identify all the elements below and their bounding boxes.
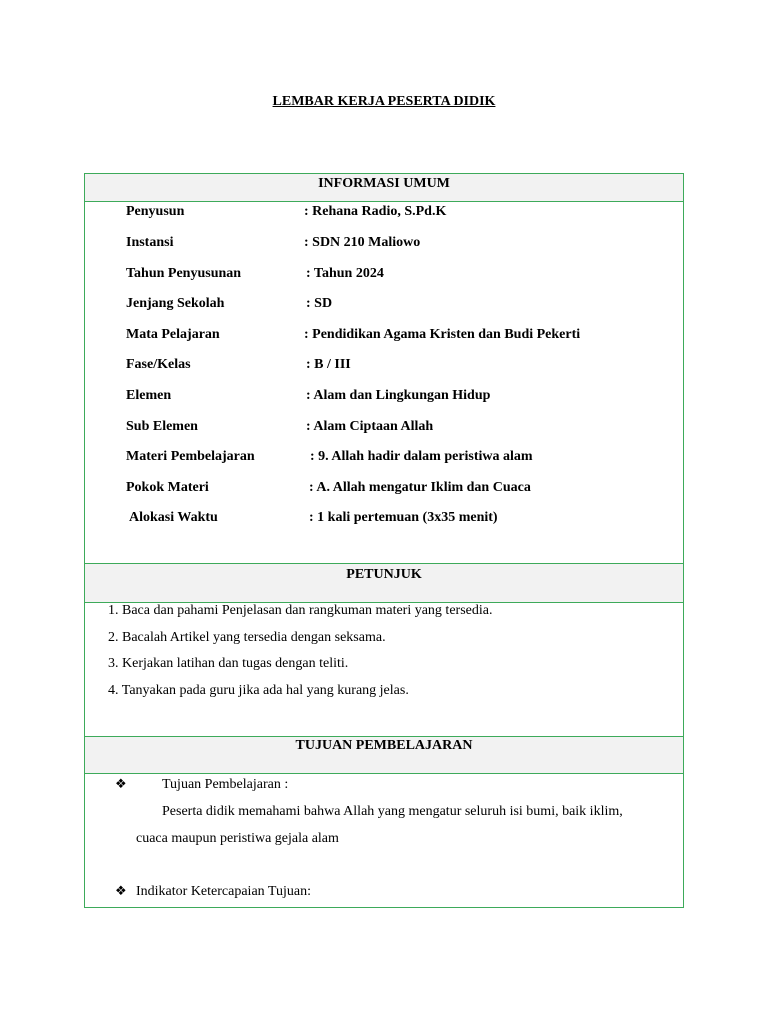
indicator-label: Indikator Ketercapaian Tujuan: <box>136 884 311 899</box>
info-label: Mata Pelajaran <box>126 327 220 342</box>
tujuan-heading: TUJUAN PEMBELAJARAN <box>85 737 683 773</box>
info-value: : 9. Allah hadir dalam peristiwa alam <box>310 449 533 464</box>
info-value: : Pendidikan Agama Kristen dan Budi Pekerti <box>304 327 581 342</box>
info-value: : A. Allah mengatur Iklim dan Cuaca <box>309 480 531 495</box>
diamond-bullet-icon: ❖ <box>115 884 127 899</box>
info-label: Sub Elemen <box>126 419 198 434</box>
info-value: : Tahun 2024 <box>306 266 384 281</box>
info-label: Tahun Penyusunan <box>126 266 242 281</box>
worksheet-table <box>84 173 684 908</box>
objective-text: Peserta didik memahami bahwa Allah yang mengatur seluruh isi bumi, baik iklim, <box>162 804 623 819</box>
table-divider <box>85 773 683 774</box>
info-value: : SDN 210 Maliowo <box>304 235 421 250</box>
diamond-bullet-icon: ❖ <box>115 777 127 792</box>
objective-label: Tujuan Pembelajaran : <box>162 777 289 792</box>
info-label: Materi Pembelajaran <box>126 449 255 464</box>
info-label: Fase/Kelas <box>126 357 191 372</box>
info-label: Penyusun <box>126 204 185 219</box>
info-label: Instansi <box>126 235 174 250</box>
petunjuk-heading: PETUNJUK <box>85 564 683 602</box>
info-value: : SD <box>306 296 333 311</box>
info-heading: INFORMASI UMUM <box>85 174 683 201</box>
table-divider <box>85 201 683 202</box>
info-value: : B / III <box>306 357 351 372</box>
instruction-item: 4. Tanyakan pada guru jika ada hal yang kurang jelas. <box>108 683 409 698</box>
info-value: : 1 kali pertemuan (3x35 menit) <box>309 510 498 525</box>
instruction-item: 2. Bacalah Artikel yang tersedia dengan seksama. <box>108 630 386 645</box>
info-value: : Alam dan Lingkungan Hidup <box>306 388 491 403</box>
info-value: : Alam Ciptaan Allah <box>306 419 434 434</box>
info-label: Elemen <box>126 388 172 403</box>
info-value: : Rehana Radio, S.Pd.K <box>304 204 447 219</box>
info-label: Jenjang Sekolah <box>126 296 225 311</box>
instruction-item: 1. Baca dan pahami Penjelasan dan rangkuman materi yang tersedia. <box>108 603 493 618</box>
info-label: Alokasi Waktu <box>129 510 218 525</box>
instruction-item: 3. Kerjakan latihan dan tugas dengan teliti. <box>108 656 349 671</box>
document-title: LEMBAR KERJA PESERTA DIDIK <box>272 94 496 109</box>
objective-text: cuaca maupun peristiwa gejala alam <box>136 831 339 846</box>
info-label: Pokok Materi <box>126 480 209 495</box>
